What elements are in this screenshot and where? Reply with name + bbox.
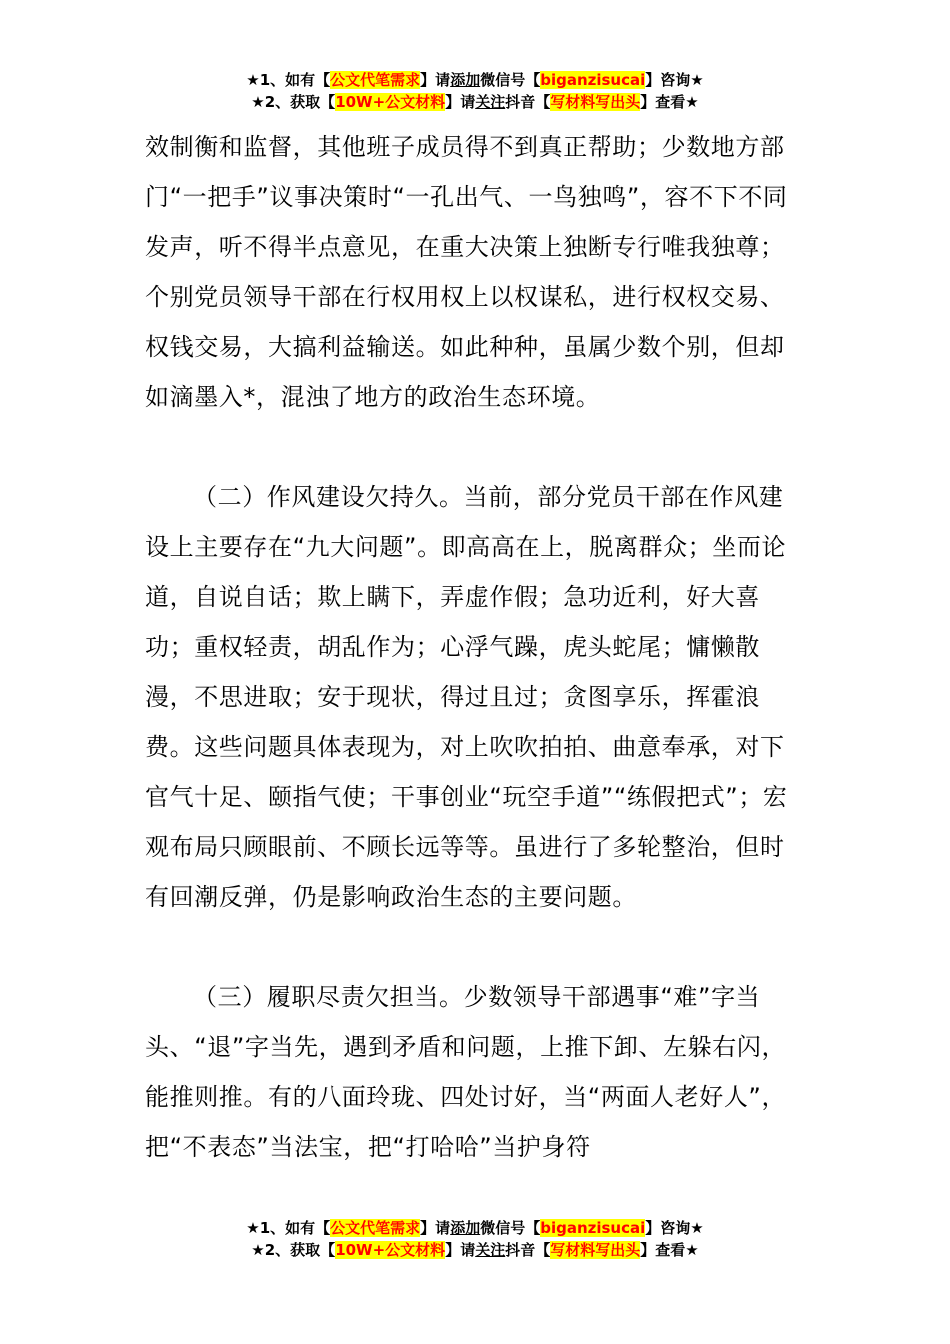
highlight-text: 10W+公文材料 bbox=[335, 1241, 446, 1259]
paragraph-responsibility: （三）履职尽责欠担当。少数领导干部遇事“难”字当头、“退”字当先，遇到矛盾和问题，上推下卸、左躲右闪，能推则推。有的八面玲珑、四处讨好，当“两面人老好人”，把“不表态”当法宝，把“打哈哈”当护身符 bbox=[145, 983, 787, 1161]
paragraph-work-style: （二）作风建设欠持久。当前，部分党员干部在作风建设上主要存在“九大问题”。即高高在上，脱离群众；坐而论道，自说自话；欺上瞒下，弄虚作假；急功近利，好大喜功；重权轻责，胡乱作为；心浮气躁，虎头蛇尾；慵懒散漫，不思进取；安于现状，得过且过；贪图享乐，挥霍浪费。这些问题具体表现为，对上吹吹拍拍、曲意奉承，对下官气十足、颐指气使；干事创业“玩空手道”“练假把式”；宏观布局只顾眼前、不顾长远等等。虽进行了多轮整治，但时有回潮反弹，仍是影响政治生态的主要问题。 bbox=[145, 483, 788, 911]
banner-star: ★ bbox=[246, 1219, 260, 1237]
banner-line-2: ★2、获取【10W+公文材料】请关注抖音【写材料写出头】查看★ bbox=[251, 1241, 699, 1259]
highlight-text: 写材料写出头 bbox=[550, 1241, 641, 1259]
footer-banner bbox=[0, 1217, 950, 1261]
paragraph-continued: 效制衡和监督，其他班子成员得不到真正帮助；少数地方部门“一把手”议事决策时“一孔出气、一鸟独鸣”，容不下不同发声，听不得半点意见，在重大决策上独断专行唯我独尊；个别党员领导干部在行权用权上以权谋私，进行权权交易、权钱交易，大搞利益输送。如此种种，虽属少数个别，但却如滴墨入*，混浊了地方的政治生态环境。 bbox=[145, 133, 788, 411]
document-body bbox=[145, 122, 807, 1172]
highlight-text: 公文代笔需求 bbox=[330, 1219, 421, 1237]
banner-star: ★ bbox=[251, 1241, 265, 1259]
highlight-text: biganzisucai bbox=[540, 71, 646, 89]
highlight-text: 写材料写出头 bbox=[550, 93, 641, 111]
banner-line-1: ★1、如有【公文代笔需求】请添加微信号【biganzisucai】咨询★ bbox=[246, 71, 704, 89]
banner-line-1: ★1、如有【公文代笔需求】请添加微信号【biganzisucai】咨询★ bbox=[246, 1219, 704, 1237]
highlight-text: biganzisucai bbox=[540, 1219, 646, 1237]
banner-star: ★ bbox=[251, 93, 265, 111]
banner-star: ★ bbox=[246, 71, 260, 89]
header-banner bbox=[0, 69, 950, 113]
highlight-text: 10W+公文材料 bbox=[335, 93, 446, 111]
highlight-text: 公文代笔需求 bbox=[330, 71, 421, 89]
banner-line-2: ★2、获取【10W+公文材料】请关注抖音【写材料写出头】查看★ bbox=[251, 93, 699, 111]
